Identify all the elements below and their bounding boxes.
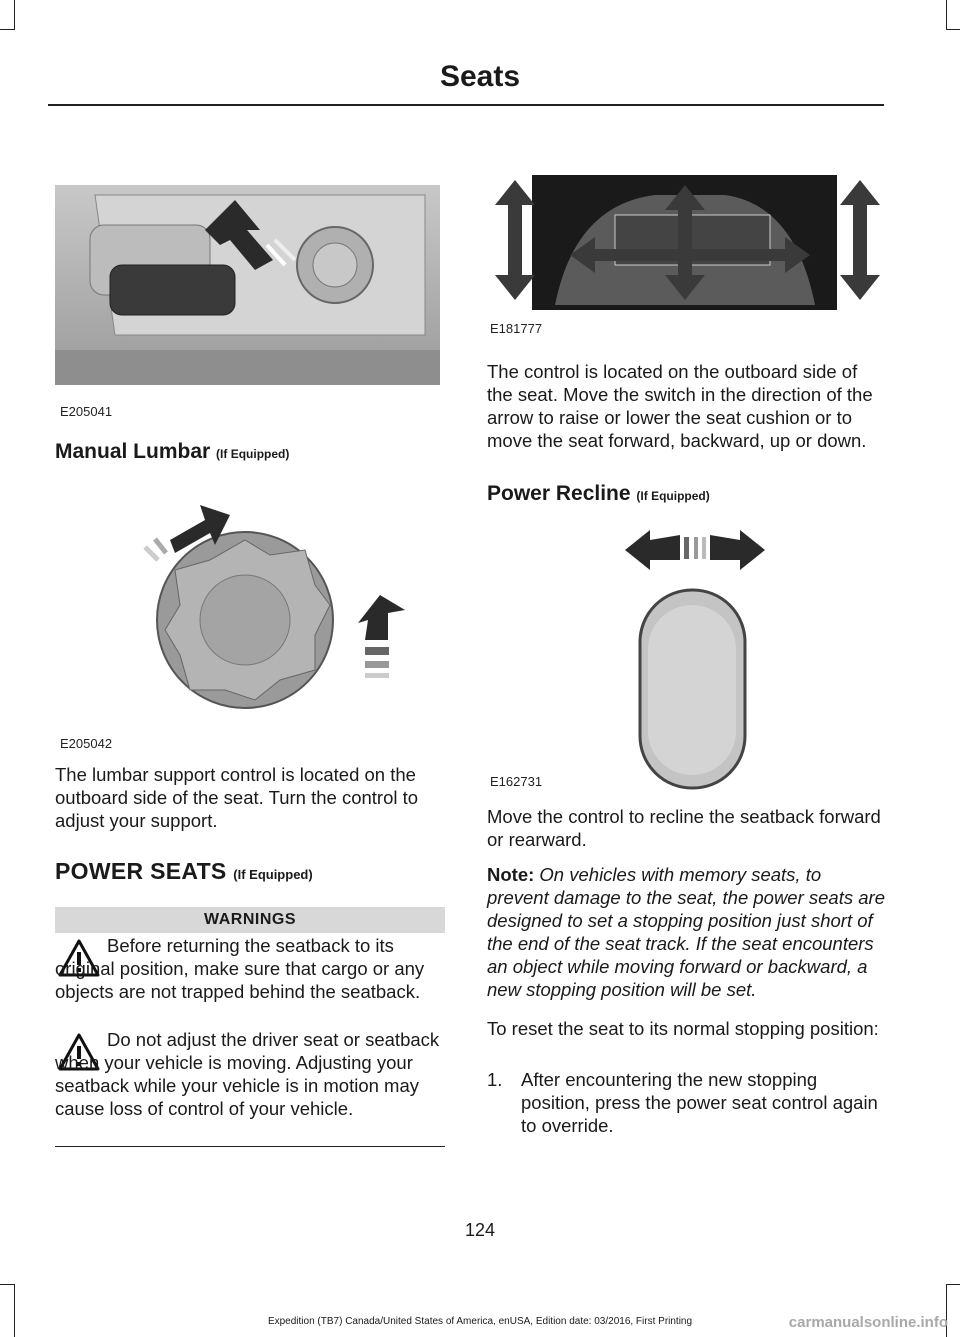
step-text: After encountering the new stopping position, press the power seat control again to override. <box>521 1069 878 1136</box>
crop-mark <box>946 0 947 30</box>
up-arrow-icon <box>358 595 405 640</box>
lumbar-knob-figure <box>130 495 420 725</box>
up-down-arrow-icon <box>495 180 535 300</box>
warnings-end-divider <box>55 1146 445 1147</box>
figure-label: E162731 <box>490 774 543 789</box>
figure-label: E181777 <box>490 321 543 336</box>
manual-lumbar-title: Manual Lumbar <box>55 440 211 463</box>
warning-text: Do not adjust the driver seat or seatback when your vehicle is moving. Adjusting your seatback while your vehicle is in motion may cause loss of control of your vehicle. <box>55 1029 440 1119</box>
watermark: carmanualsonline.info <box>788 1314 948 1331</box>
lumbar-paragraph: The lumbar support control is located on the outboard side of the seat. Turn the control to adjust your support. <box>55 764 419 831</box>
power-seats-title: POWER SEATS <box>55 858 227 884</box>
if-equipped-label: (If Equipped) <box>216 447 290 461</box>
crop-mark <box>0 29 14 30</box>
crop-mark <box>14 1284 15 1337</box>
up-down-arrow-icon <box>840 180 880 300</box>
warning-2 <box>55 1028 447 1120</box>
crop-mark <box>14 0 15 30</box>
control-paragraph: The control is located on the outboard side of the seat. Move the switch in the direction of the arrow to raise or lower the seat cushion or to move the seat forward, backward, up or down. <box>487 361 873 451</box>
figure-label: E205042 <box>60 736 113 751</box>
recline-paragraph: Move the control to recline the seatback forward or rearward. <box>487 806 881 850</box>
header-divider <box>48 104 884 106</box>
crop-mark <box>946 1284 960 1285</box>
page-number: 124 <box>464 1220 496 1240</box>
if-equipped-label: (If Equipped) <box>233 867 313 882</box>
reset-paragraph: To reset the seat to its normal stopping position: <box>487 1018 879 1039</box>
edition-footer: Expedition (TB7) Canada/United States of America, enUSA, Edition date: 03/2016, First Printing <box>267 1316 693 1327</box>
step-number: 1. <box>487 1069 503 1090</box>
warning-text: Before returning the seatback to its original position, make sure that cargo or any objects are not trapped behind the seatback. <box>55 935 425 1002</box>
warning-1 <box>55 934 447 1003</box>
power-seats-heading <box>55 858 313 885</box>
right-arrow-icon <box>710 530 765 570</box>
page-title: Seats <box>439 60 521 93</box>
crop-mark <box>0 1284 14 1285</box>
crop-mark <box>946 29 960 30</box>
note-paragraph <box>487 863 885 1001</box>
power-recline-title: Power Recline <box>487 482 631 505</box>
manual-lumbar-heading <box>55 440 289 464</box>
if-equipped-label: (If Equipped) <box>636 489 710 503</box>
recline-switch-figure <box>620 525 770 790</box>
figure-label: E205041 <box>60 404 113 419</box>
note-label: Note: <box>487 864 535 885</box>
warnings-heading: WARNINGS <box>55 907 445 933</box>
power-seat-switch-figure <box>495 175 880 310</box>
seat-side-panel-figure <box>55 185 440 385</box>
power-recline-heading <box>487 482 710 506</box>
note-text: On vehicles with memory seats, to prevent damage to the seat, the power seats are designed to set a stopping position just short of the end of the seat track. If the seat encounters an object while moving forward or backward, a new stopping position will be set. <box>487 864 885 1000</box>
left-arrow-icon <box>625 530 680 570</box>
